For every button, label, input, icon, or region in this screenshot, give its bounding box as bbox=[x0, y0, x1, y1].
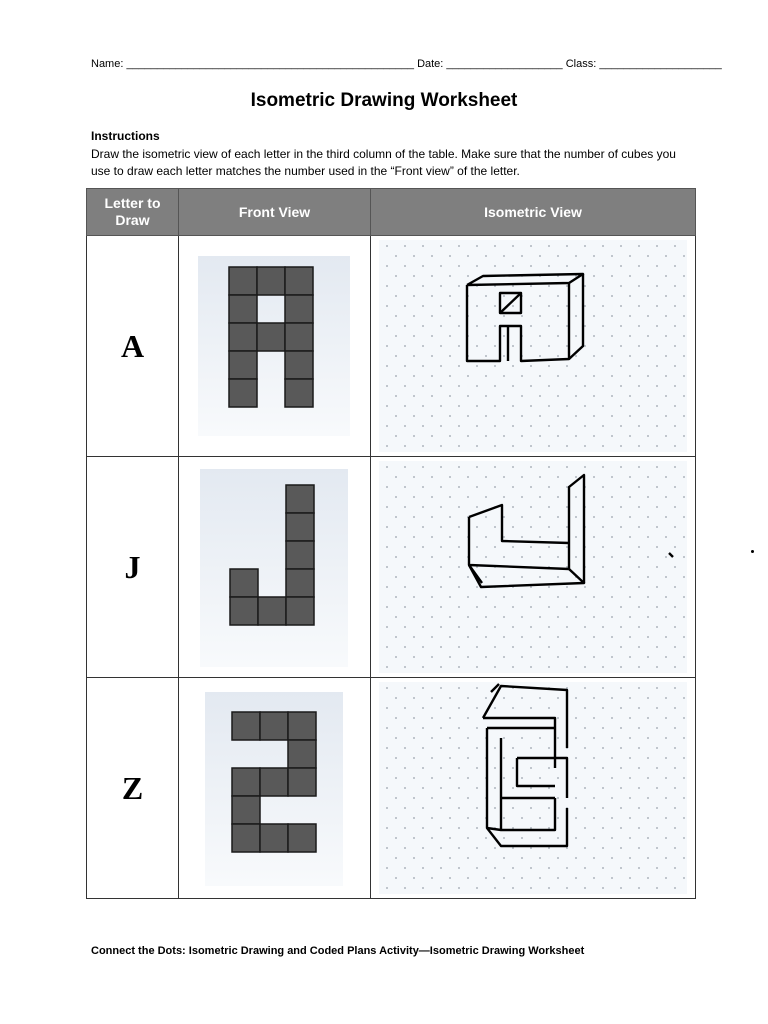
header-isometric-view: Isometric View bbox=[371, 189, 696, 236]
class-blank[interactable]: ____________________ bbox=[599, 58, 722, 70]
front-view-cell bbox=[179, 236, 371, 457]
j-isometric-sketch bbox=[371, 457, 695, 677]
letter-cell bbox=[87, 457, 179, 678]
name-blank[interactable]: _______________________________________________ bbox=[126, 58, 414, 70]
letter-cell bbox=[87, 236, 179, 457]
a-isometric-sketch bbox=[371, 236, 695, 456]
name-label: Name: bbox=[91, 58, 124, 70]
j-front-view-image bbox=[179, 457, 370, 677]
footer-text: Connect the Dots: Isometric Drawing and Coded Plans Activity—Isometric Drawing Worksheet bbox=[91, 945, 585, 957]
z-front-view-image bbox=[179, 678, 370, 898]
date-blank[interactable]: ___________________ bbox=[446, 58, 563, 70]
instructions-body: Draw the isometric view of each letter in the third column of the table. Make sure that the number of cubes you use to draw each letter matches the number used in the “Front view” of the letter. bbox=[91, 147, 676, 178]
table-row bbox=[87, 678, 696, 899]
isometric-view-cell bbox=[371, 678, 696, 899]
a-front-view-image bbox=[179, 236, 370, 456]
instructions-heading: Instructions bbox=[91, 129, 160, 143]
front-view-cell bbox=[179, 678, 371, 899]
letter-cell bbox=[87, 678, 179, 899]
front-view-cell bbox=[179, 457, 371, 678]
worksheet-table bbox=[86, 188, 696, 899]
isometric-view-cell bbox=[371, 457, 696, 678]
table-row bbox=[87, 236, 696, 457]
table-header-row bbox=[87, 189, 696, 236]
date-label: Date: bbox=[417, 58, 444, 70]
class-label: Class: bbox=[565, 58, 597, 70]
letter-z: Z bbox=[121, 769, 144, 806]
table-row bbox=[87, 457, 696, 678]
header-front-view: Front View bbox=[179, 189, 371, 236]
letter-a: A bbox=[120, 327, 145, 364]
header-line bbox=[91, 58, 722, 70]
z-isometric-sketch bbox=[371, 678, 695, 898]
page-title: Isometric Drawing Worksheet bbox=[250, 90, 518, 111]
stray-mark bbox=[751, 550, 754, 553]
isometric-view-cell bbox=[371, 236, 696, 457]
letter-j: J bbox=[124, 548, 141, 585]
header-letter-to-draw: Letter to Draw bbox=[87, 189, 179, 236]
